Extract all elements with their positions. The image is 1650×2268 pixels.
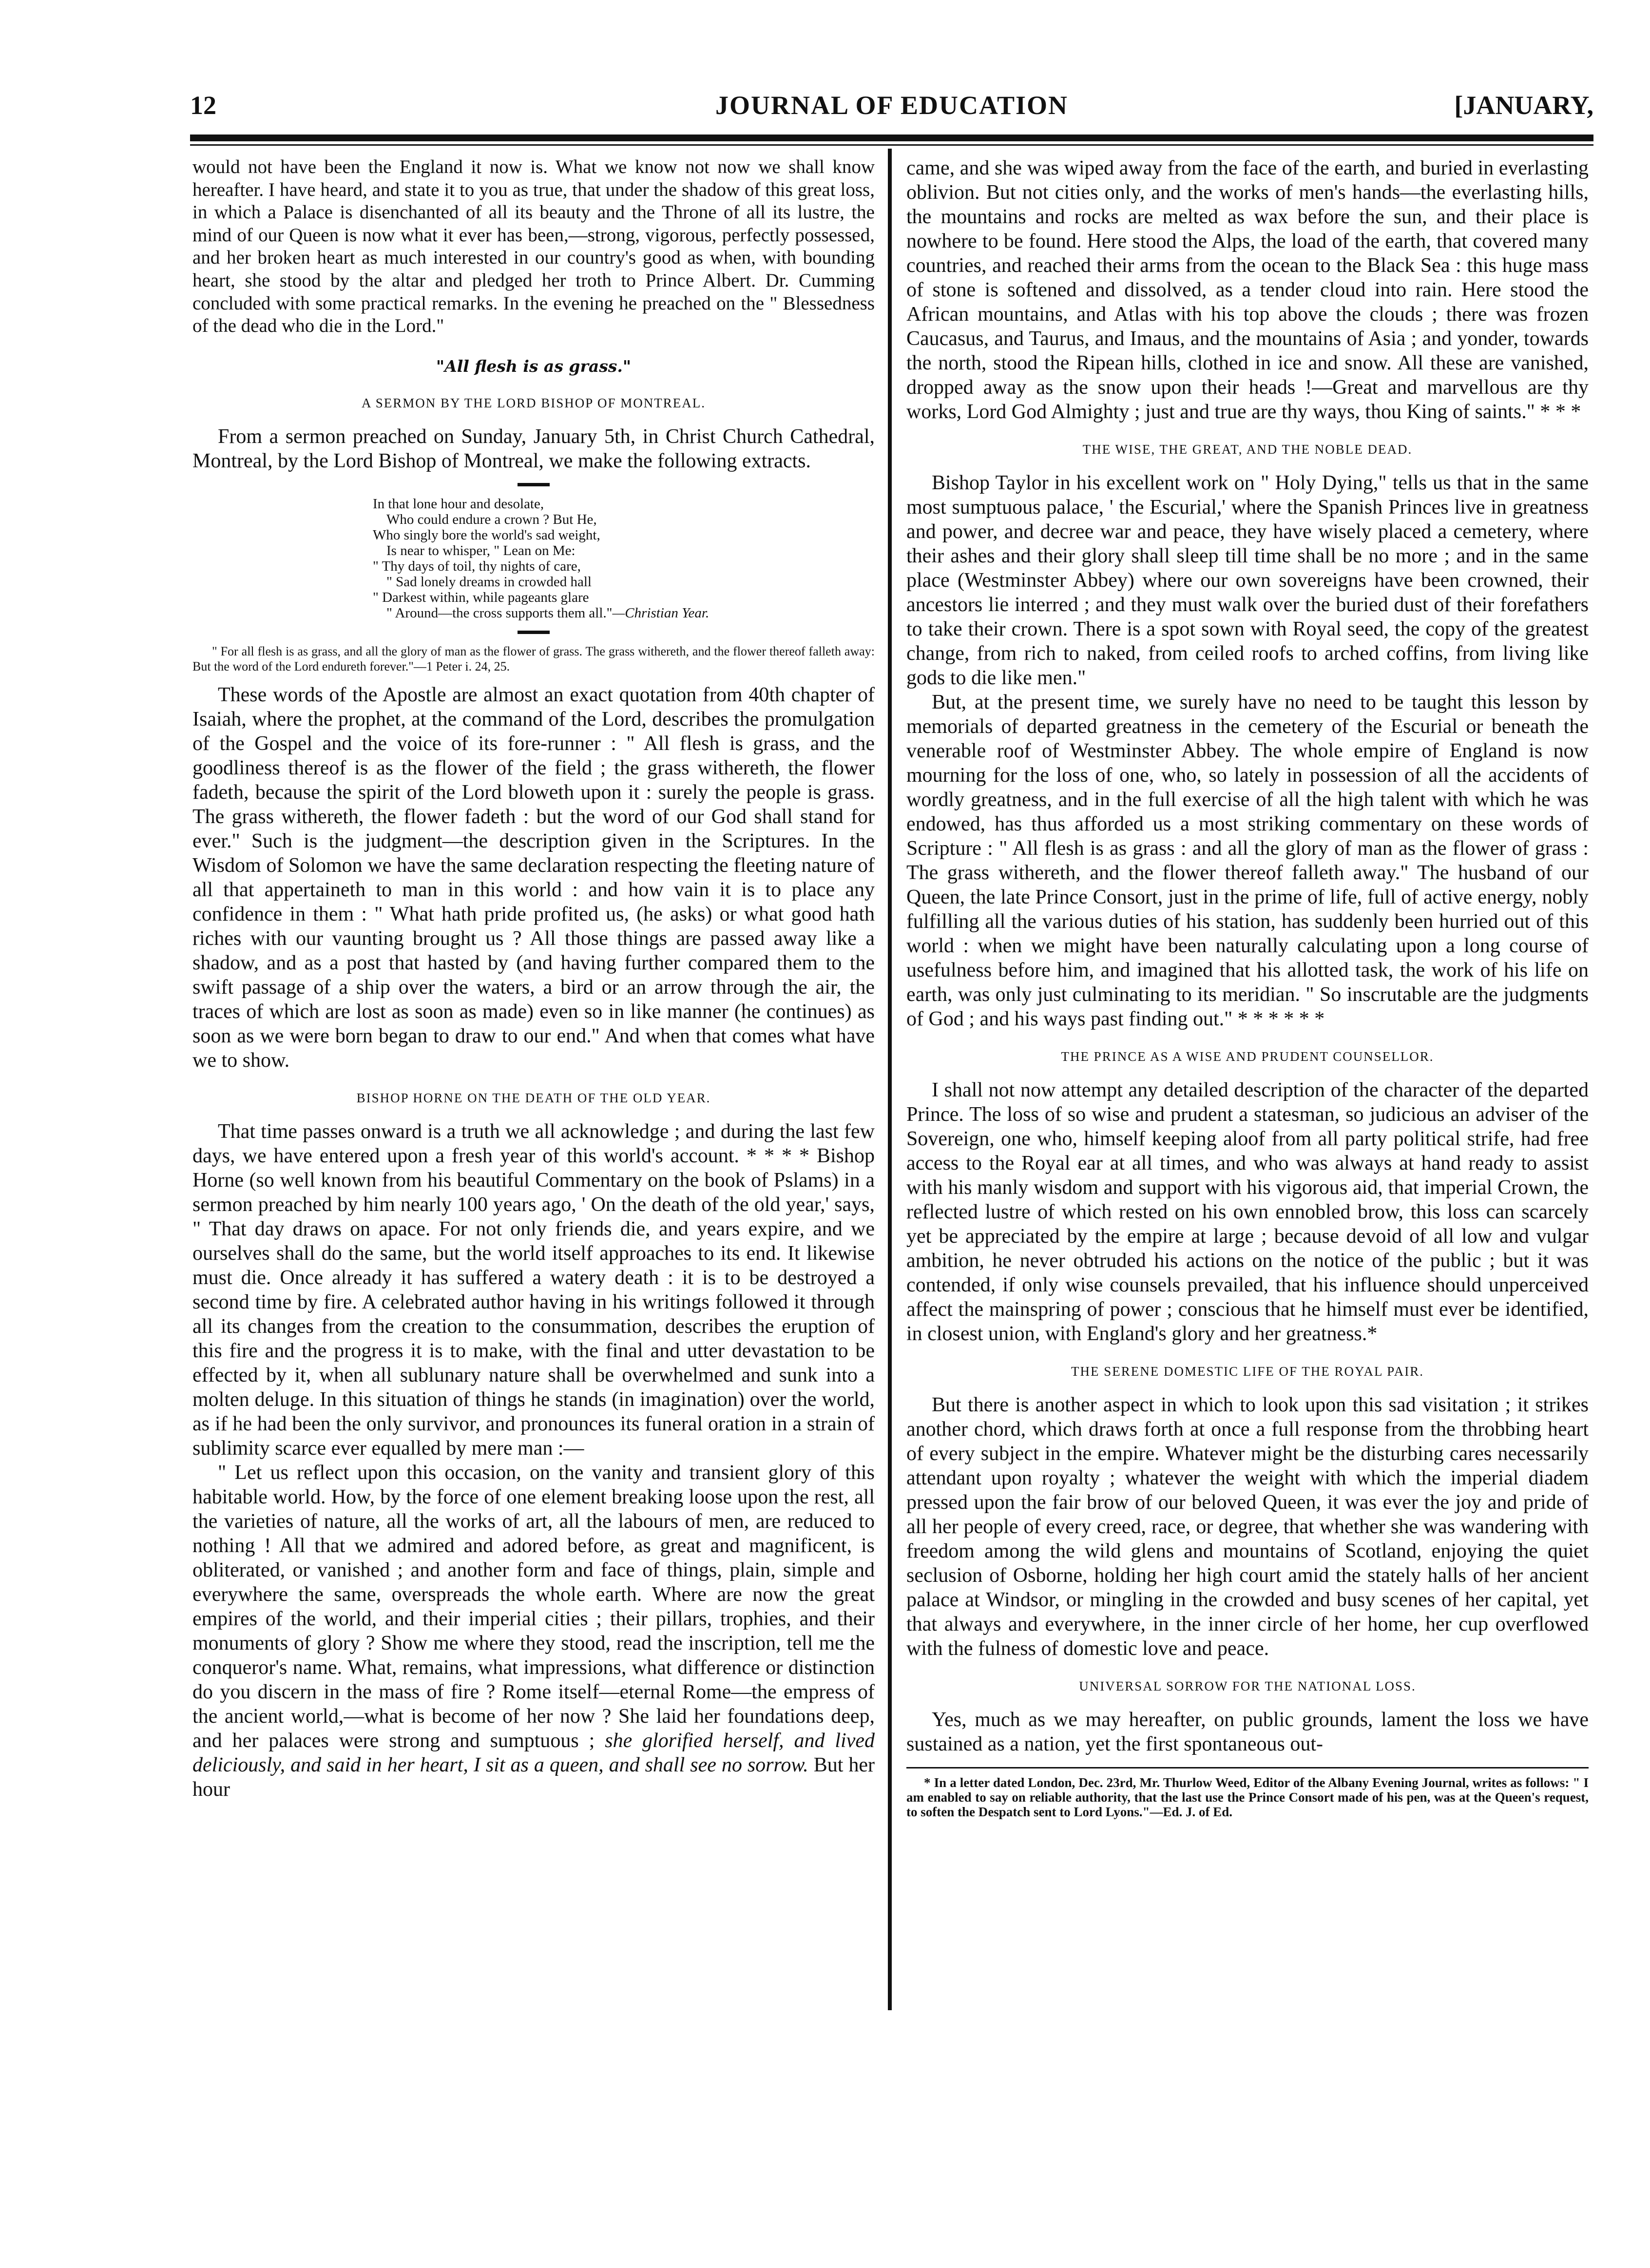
section-heading-wise: THE WISE, THE GREAT, AND THE NOBLE DEAD.	[1082, 442, 1413, 457]
scripture-note: " For all flesh is as grass, and all the glory of man as the flower of grass. The grass withereth, and the flower thereof falleth away: But the word of the Lord endureth forever."—1 Peter i. 24, 25.	[192, 644, 875, 674]
paragraph-reflect	[192, 1461, 875, 1802]
poem-line: Is near to whisper, " Lean on Me:	[386, 543, 576, 559]
reflect-italic: she glorified herself, and lived deliciously, and said in her heart, I sit as a queen, and shall see no sorrow.	[192, 1730, 875, 1777]
poem-source: —Christian Year.	[612, 605, 710, 621]
poem-line: Who could endure a crown ? But He,	[386, 512, 597, 528]
paragraph-continued: would not have been the England it now is. What we know not now we shall know hereafter. I have heard, and state it to you as true, that under the shadow of this great loss, in which a Palace is disenchanted of all its beauty and the Throne of all its lustre, the mind of our Queen is now what it ever has been,—strong, vigorous, perfectly possessed, and her broken heart as much interested in our country's good as when, with bounding heart, she stood by the altar and pledged her troth to Prince Albert. Dr. Cumming concluded with some practical remarks. In the evening he preached on the " Blessedness of the dead who die in the Lord."	[192, 156, 875, 337]
running-month: [JANUARY,	[1454, 91, 1593, 120]
separator-dash	[518, 631, 550, 634]
paragraph-present: But, at the present time, we surely have no need to be taught this lesson by memorials of departed greatness in the cemetery of the Escurial or beneath the venerable roof of Westminster Abbey. The whole empire of England is now mourning for the loss of one, who, so lately in possession of all the accidents of wordly greatness, and in the full exercise of all the high talent with which he was endowed, has thus afforded us a most striking commentary on these words of Scripture : " All flesh is as grass : and all the glory of man as the flower of grass : The grass withereth, and the flower thereof falleth away." The husband of our Queen, the late Prince Consort, just in the prime of life, full of active energy, nobly fulfilling all the various duties of his station, has suddenly been hurried out of this world : when we might have been naturally calculating upon a long course of usefulness before him, and imagined that his allotted task, the work of his life on earth, was only just culminating to its meridian. " So inscrutable are the judgments of God ; and his ways past finding out." * * * * * *	[906, 691, 1589, 1030]
paragraph-domestic: But there is another aspect in which to look upon this sad visitation ; it strikes another chord, which draws forth at once a full response from the throbbing heart of every subject in the empire. Whatever might be the disturbing cares necessarily attendant upon royalty ; whatever the weight with which the imperial diadem pressed upon the fair brow of our beloved Queen, it was ever the joy and pride of all her people of every creed, race, or degree, that whether she was wandering with freedom among the wild glens and mountains of Scotland, enjoying the quiet seclusion of Osborne, holding her high court amid the stately halls of her ancient palace at Windsor, or mingling in the crowded and busy scenes of her capital, yet that always and everywhere, in the inner circle of her home, her cup overflowed with the fulness of domestic love and peace.	[906, 1394, 1589, 1660]
paragraph-continued-right: came, and she was wiped away from the face of the earth, and buried in everlasting oblivion. But not cities only, and the works of men's hands—the everlasting hills, the mountains and rocks are melted as wax before the sun, and their place is nowhere to be found. Here stood the Alps, the load of the earth, that covered many countries, and reached their arms from the ocean to the Black Sea : this huge mass of stone is softened and dissolved, as a tender cloud into rain. Here stood the African mountains, and Atlas with his top above the clouds ; there was frozen Caucasus, and Taurus, and Imaus, and the mountains of Asia ; and yonder, towards the north, stood the Ripean hills, clothed in ice and snow. All these are vanished, dropped away as the snow upon their heads !—Great and marvellous are thy works, Lord God Almighty ; just and true are thy ways, thou King of saints." * * *	[906, 157, 1589, 423]
section-heading-domestic: THE SERENE DOMESTIC LIFE OF THE ROYAL PAIR.	[1071, 1364, 1424, 1379]
poem-line: " Around—the cross supports them all."	[386, 605, 613, 621]
footnote: * In a letter dated London, Dec. 23rd, Mr. Thurlow Weed, Editor of the Albany Evening Journal, writes as follows: " I am enabled to say on reliable authority, that the last use the Prince Consort made of his pen, was at the Queen's request, to soften the Despatch sent to Lord Lyons."—Ed. J. of Ed.	[906, 1775, 1589, 1819]
right-column	[906, 156, 1589, 1819]
poem-line: " Darkest within, while pageants glare	[373, 590, 589, 606]
left-column	[192, 156, 875, 1802]
page-number: 12	[190, 91, 216, 120]
poem-block	[373, 496, 875, 621]
reflect-end: But her hour	[192, 1754, 875, 1801]
paragraph-intro: From a sermon preached on Sunday, January 5th, in Christ Church Cathedral, Montreal, by the Lord Bishop of Montreal, we make the following extracts.	[192, 425, 875, 473]
column-divider	[888, 149, 892, 2010]
journal-title: JOURNAL OF EDUCATION	[715, 91, 1069, 120]
section-heading-sorrow: UNIVERSAL SORROW FOR THE NATIONAL LOSS.	[1079, 1679, 1416, 1693]
section-heading-counsellor: THE PRINCE AS A WISE AND PRUDENT COUNSELLOR.	[1061, 1049, 1434, 1064]
paragraph-sorrow: Yes, much as we may hereafter, on public grounds, lament the loss we have sustained as a nation, yet the first spontaneous out-	[906, 1709, 1589, 1755]
poem-line: " Thy days of toil, thy nights of care,	[373, 558, 581, 575]
reflect-text: " Let us reflect upon this occasion, on the vanity and transient glory of this habitable world. How, by the force of one element breaking loose upon the rest, all the varieties of nature, all the works of art, all the labours of men, are reduced to nothing ! All that we admired and adored before, as great and magnificent, is obliterated, or vanished ; and another form and face of things, plain, simple and everywhere the same, overspreads the whole earth. Where are now the great empires of the world, and their imperial cities ; their pillars, trophies, and their monuments of glory ? Show me where they stood, read the inscription, tell me the conqueror's name. What, remains, what impressions, what difference or distinction do you discern in the mass of fire ? Rome itself—eternal Rome—the empress of the ancient world,—what is become of her now ? She laid her foundations deep, and her palaces were strong and sumptuous ;	[192, 1461, 875, 1752]
section-heading-horne: BISHOP HORNE ON THE DEATH OF THE OLD YEAR.	[356, 1091, 711, 1106]
poem-line: Who singly bore the world's sad weight,	[373, 527, 600, 543]
poem-line: " Sad lonely dreams in crowded hall	[386, 574, 592, 590]
paragraph-apostle: These words of the Apostle are almost an exact quotation from 40th chapter of Isaiah, where the prophet, at the command of the Lord, describes the promulgation of the Gospel and the voice of its fore-runner : " All flesh is grass, and the goodliness thereof is as the flower of the field ; the grass withereth, the flower fadeth, because the spirit of the Lord bloweth upon it : surely the people is grass. The grass withereth, the flower fadeth : but the word of our God shall stand for ever." Such is the judgment—the description given in the Scriptures. In the Wisdom of Solomon we have the same declaration respecting the fleeting nature of all that appertaineth to man in this world : and how vain it is to place any confidence in them : " What hath pride profited us, (he asks) or what good hath riches with our vaunting brought us ? All those things are passed away like a shadow, and as a post that hasted by (and having further compared them to the swift passage of a ship over the waters, a bird or an arrow through the air, the traces of which are lost as soon as made) even so in like manner (he continues) as soon as we were born began to draw to our end." And when that comes what have we to show.	[192, 684, 875, 1072]
section-heading-sermon: A SERMON BY THE LORD BISHOP OF MONTREAL.	[361, 396, 706, 411]
header-rule-thick	[190, 135, 1593, 141]
sermon-title: "All flesh is as grass."	[436, 356, 632, 376]
header-rule-thin	[190, 144, 1593, 146]
paragraph-counsellor: I shall not now attempt any detailed description of the character of the departed Prince. The loss of so wise and prudent a statesman, so judicious an adviser of the Sovereign, one who, himself keeping aloof from all party political strife, had free access to the Royal ear at all times, and who was always at hand ready to assist with his manly wisdom and support with his vigorous aid, that imperial Crown, the reflected lustre of which rested on his own ennobled brow, this loss can scarcely yet be appreciated by the empire at large ; because devoid of all low and vulgar ambition, he never obtruded his actions on the notice of the public ; but it was contended, if only wise counsels prevailed, that his influence should unperceived affect the mainspring of power ; conscious that he himself must ever be identified, in closest union, with England's glory and her greatness.*	[906, 1079, 1589, 1345]
page-header	[190, 85, 1593, 134]
paragraph-horne: That time passes onward is a truth we all acknowledge ; and during the last few days, we have entered upon a fresh year of this world's account. * * * * Bishop Horne (so well known from his beautiful Commentary on the book of Pslams) in a sermon preached by him nearly 100 years ago, ' On the death of the old year,' says, " That day draws on apace. For not only friends die, and years expire, and we ourselves shall do the same, but the world itself approaches to its end. It likewise must die. Once already it has suffered a watery death : it is to be destroyed a second time by fire. A celebrated author having in his writings followed it through all its changes from the creation to the consummation, describes the eruption of this fire and the progress it is to make, with the final and utter devastation to be effected by it, when all sublunary nature shall be overwhelmed and sunk into a molten deluge. In this situation of things he stands (in imagination) over the world, as if he had been the only survivor, and pronounces its funeral oration in a strain of sublimity scarce ever equalled by mere man :—	[192, 1120, 875, 1460]
separator-dash	[518, 483, 550, 486]
paragraph-taylor: Bishop Taylor in his excellent work on " Holy Dying," tells us that in the same most sumptuous palace, ' the Escurial,' where the Spanish Princes live in greatness and power, and decree war and peace, they have wisely placed a cemetery, where their ashes and their glory shall sleep till time shall be no more ; and in the same place (Westminster Abbey) where our own sovereigns have been crowned, their ancestors lie interred ; and they must walk over the buried dust of their forefathers to take their crown. There is a spot sown with Royal seed, the copy of the greatest change, from rich to naked, from ceiled roofs to arched coffins, from living like gods to die like men."	[906, 472, 1589, 689]
poem-line: In that lone hour and desolate,	[373, 496, 544, 512]
footnote-rule	[906, 1767, 1589, 1768]
